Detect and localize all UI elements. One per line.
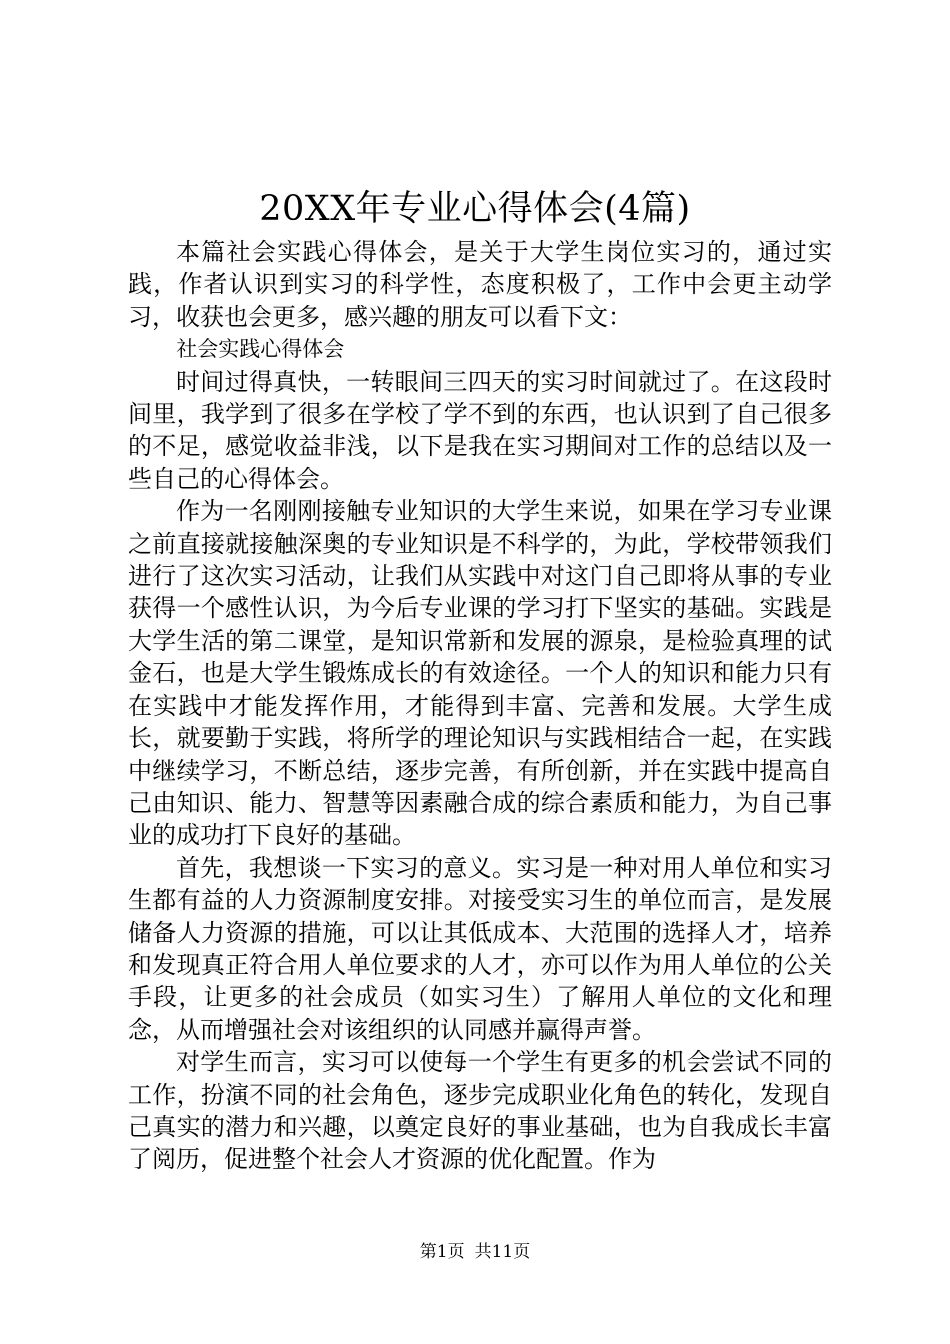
paragraph: 首先，我想谈一下实习的意义。实习是一种对用人单位和实习生都有益的人力资源制度安排。对接受实习生的单位而言，是发展储备人力资源的措施，可以让其低成本、大范围的选择人才，培养和发现真正符合用人单位要求的人才，亦可以作为用人单位的公关手段，让更多的社会成员（如实习生）了解用人单位的文化和理念，从而增强社会对该组织的认同感并赢得声誉。 — [128, 853, 832, 1044]
page-number: 第1页 — [419, 1242, 465, 1262]
page-footer — [0, 1240, 950, 1264]
section-heading: 社会实践心得体会 — [176, 337, 345, 362]
document-title: 20XX年专业心得体会(4篇) — [259, 189, 691, 229]
paragraph-intro: 本篇社会实践心得体会，是关于大学生岗位实习的，通过实践，作者认识到实习的科学性，态度积极了，工作中会更主动学习，收获也会更多，感兴趣的朋友可以看下文： — [128, 238, 832, 331]
paragraph: 时间过得真快，一转眼间三四天的实习时间就过了。在这段时间里，我学到了很多在学校了学不到的东西，也认识到了自己很多的不足，感觉收益非浅，以下是我在实习期间对工作的总结以及一些自己的心得体会。 — [128, 367, 832, 493]
document-body — [128, 236, 832, 1176]
page-total: 共11页 — [474, 1242, 531, 1262]
paragraph: 作为一名刚刚接触专业知识的大学生来说，如果在学习专业课之前直接就接触深奥的专业知识是不科学的，为此，学校带领我们进行了这次实习活动，让我们从实践中对这门自己即将从事的专业获得一个感性认识，为今后专业课的学习打下坚实的基础。实践是大学生活的第二课堂，是知识常新和发展的源泉，是检验真理的试金石，也是大学生锻炼成长的有效途径。一个人的知识和能力只有在实践中才能发挥作用，才能得到丰富、完善和发展。大学生成长，就要勤于实践，将所学的理论知识与实践相结合一起，在实践中继续学习，不断总结，逐步完善，有所创新，并在实践中提高自己由知识、能力、智慧等因素融合成的综合素质和能力，为自己事业的成功打下良好的基础。 — [128, 497, 832, 850]
paragraph: 对学生而言，实习可以使每一个学生有更多的机会尝试不同的工作，扮演不同的社会角色，逐步完成职业化角色的转化，发现自己真实的潜力和兴趣，以奠定良好的事业基础，也为自我成长丰富了阅历，促进整个社会人才资源的优化配置。作为 — [128, 1048, 832, 1174]
